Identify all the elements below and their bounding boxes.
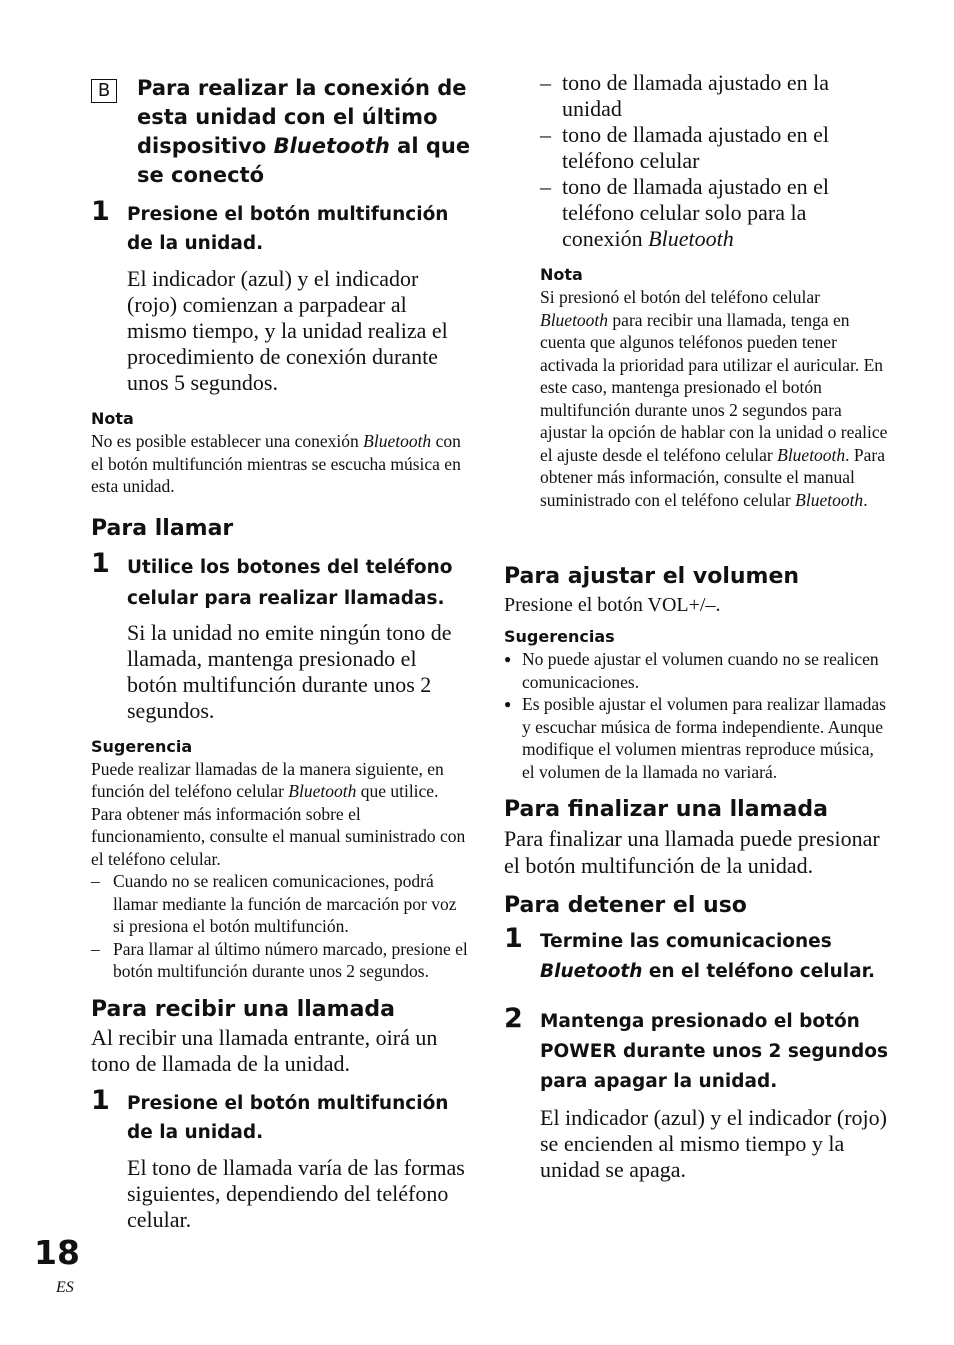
step-heading: Mantenga presionado el botón POWER durante unos 2 segundos para apagar la unidad. (540, 1011, 888, 1092)
right-column-bottom (504, 562, 889, 1183)
left-column (91, 196, 471, 1233)
page-number: 18 (34, 1233, 80, 1272)
sugerencia-block (91, 736, 471, 983)
step-heading: Utilice los botones del teléfono celular para realizar llamadas. (127, 556, 453, 609)
llamar-step-1 (91, 547, 471, 724)
finalizar-body: Para finalizar una llamada puede presionar el botón multifunción de la unidad. (504, 826, 880, 878)
section-title-italic: Bluetooth (273, 134, 390, 158)
note-italic-2: Bluetooth (777, 444, 846, 465)
note-text-3: . Para obtener más información, consulte el manual suministrado con el teléfono celular (540, 444, 886, 510)
ring-item-italic: Bluetooth (648, 226, 734, 251)
sugerencias-label: Sugerencias (504, 627, 615, 646)
list-item: ● No puede ajustar el volumen cuando no se realicen comunicaciones. (504, 648, 889, 693)
note-italic-1: Bluetooth (540, 309, 609, 330)
list-item: – tono de llamada ajustado en el teléfono celular (540, 122, 890, 174)
heading-para-recibir: Para recibir una llamada (91, 996, 396, 1022)
section-title (137, 74, 477, 190)
note-text-2: para recibir una llamada, tenga en cuenta que algunos teléfonos pueden tener activada la prioridad para utilizar el auricular. En este caso, mantenga presionado el botón multifunción durante unos 2 segundos para ajustar la opción de hablar con la unidad o realice el ajuste desde el teléfono celular (540, 309, 888, 465)
note-text (540, 286, 890, 511)
note-text-1: Si presionó el botón del teléfono celular (540, 287, 820, 307)
note-italic-3: Bluetooth (795, 489, 864, 510)
step-heading-text-end: en el teléfono celular. (642, 961, 876, 982)
sugerencia-label: Sugerencia (91, 736, 193, 756)
connect-step-1 (91, 196, 471, 396)
list-item: – Cuando no se realicen comunicaciones, podrá llamar mediante la función de marcación por voz si presiona el botón multifunción. (91, 870, 471, 938)
section-marker-b: B (91, 79, 117, 103)
detener-step-2 (504, 1003, 889, 1183)
note-block-2 (540, 264, 890, 511)
step-number: 2 (504, 1003, 523, 1034)
step-body: El tono de llamada varía de las formas siguientes, dependiendo del teléfono celular. (127, 1154, 465, 1232)
step-heading-text: Termine las comunicaciones (540, 931, 832, 952)
section-title-text-end: al que se conectó (137, 134, 471, 187)
step-body: Si la unidad no emite ningún tono de llamada, mantenga presionado el botón multifunción durante unos 2 segundos. (127, 619, 452, 723)
heading-detener: Para detener el uso (504, 893, 747, 918)
step-number: 1 (91, 1084, 110, 1116)
list-item (540, 174, 890, 252)
step-heading-italic: Bluetooth (540, 961, 643, 982)
volumen-body: Presione el botón VOL+/–. (504, 594, 721, 616)
note-text-4: . (863, 489, 868, 510)
step-number: 1 (91, 196, 110, 227)
recibir-step-1 (91, 1084, 471, 1233)
ring-item-text: tono de llamada ajustado en el teléfono celular solo para la conexión (562, 174, 829, 251)
step-heading: Presione el botón multifunción de la unidad. (127, 1092, 449, 1143)
step-heading: Presione el botón multifunción de la unidad. (127, 204, 449, 254)
right-column-top (540, 70, 890, 511)
list-item: ● Es posible ajustar el volumen para realizar llamadas y escuchar música de forma independiente. Aunque modifique el volumen mientras reproduce música, el volumen de la llamada no variará. (504, 693, 889, 783)
sugerencias-list (504, 648, 889, 783)
sugerencia-list (91, 870, 471, 983)
note-text (91, 430, 471, 498)
detener-step-1 (504, 923, 889, 987)
section-title-text: Para realizar la conexión de esta unidad con el último dispositivo (137, 76, 467, 158)
sugerencia-text (91, 758, 471, 871)
heading-volumen: Para ajustar el volumen (504, 564, 800, 589)
sugerencia-italic: Bluetooth (288, 781, 357, 801)
step-number: 1 (504, 923, 523, 954)
note-italic: Bluetooth (363, 431, 432, 451)
list-item: – Para llamar al último número marcado, presione el botón multifunción durante unos 2 segundos. (91, 938, 471, 983)
list-item: – tono de llamada ajustado en la unidad (540, 70, 890, 122)
step-body: El indicador (azul) y el indicador (rojo) comienzan a parpadear al mismo tiempo, y la unidad realiza el procedimiento de conexión durante unos 5 segundos. (127, 266, 448, 395)
sugerencia-text-end: que utilice. Para obtener más información sobre el funcionamiento, consulte el manual suministrado con el teléfono celular. (91, 781, 466, 869)
step-number: 1 (91, 547, 110, 579)
note-label: Nota (91, 409, 134, 428)
step-heading (540, 927, 889, 987)
step-body: El indicador (azul) y el indicador (rojo) se encienden al mismo tiempo y la unidad se apaga. (540, 1105, 887, 1182)
recibir-intro: Al recibir una llamada entrante, oirá un tono de llamada de la unidad. (91, 1024, 438, 1076)
note-label: Nota (540, 265, 583, 284)
note-block (91, 408, 471, 498)
heading-para-llamar: Para llamar (91, 515, 234, 541)
ring-tone-list (540, 70, 890, 252)
language-code: ES (56, 1279, 74, 1296)
sugerencia-text-start: Puede realizar llamadas de la manera siguiente, en función del teléfono celular (91, 758, 444, 801)
heading-finalizar: Para finalizar una llamada (504, 797, 828, 822)
note-text-start: No es posible establecer una conexión (91, 431, 364, 451)
note-text-end: con el botón multifunción mientras se escucha música en esta unidad. (91, 431, 461, 496)
